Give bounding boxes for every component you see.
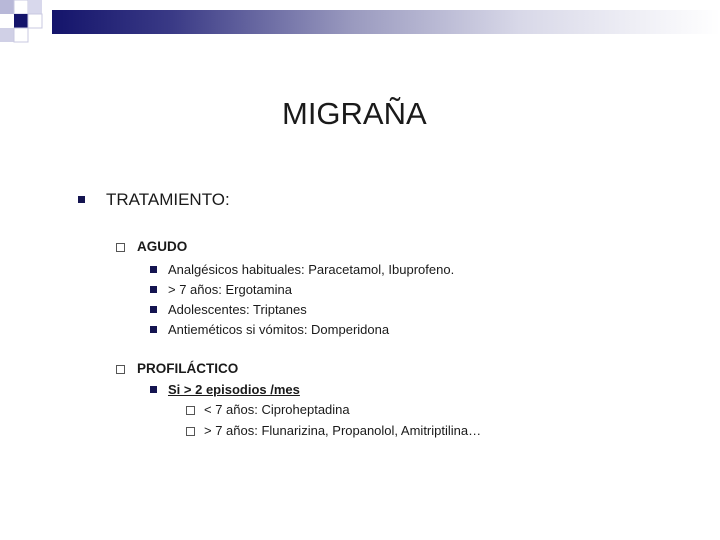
sub-list-item-label: < 7 años: Ciproheptadina (204, 402, 350, 417)
hollow-square-icon (186, 406, 195, 415)
bullet-square-icon (150, 326, 157, 333)
bullet-square-icon (78, 196, 85, 203)
list-item-label: Analgésicos habituales: Paracetamol, Ibuprofeno. (168, 262, 455, 277)
main-point-label: TRATAMIENTO: (106, 190, 230, 209)
slide-title: MIGRAÑA (282, 96, 427, 131)
list-item-label: Antieméticos si vómitos: Domperidona (168, 322, 390, 337)
hollow-square-icon (116, 243, 125, 252)
list-item-label: Adolescentes: Triptanes (168, 302, 307, 317)
hollow-square-icon (186, 427, 195, 436)
header-gradient-bar (52, 10, 720, 34)
bullet-square-icon (150, 286, 157, 293)
section-heading-label: PROFILÁCTICO (137, 361, 239, 376)
corner-decoration (0, 0, 60, 50)
section-heading-label: AGUDO (137, 239, 188, 254)
bullet-square-icon (150, 386, 157, 393)
bullet-square-icon (150, 266, 157, 273)
bullet-square-icon (150, 306, 157, 313)
sub-list-item-label: > 7 años: Flunarizina, Propanolol, Amitriptilina… (204, 423, 482, 438)
hollow-square-icon (116, 365, 125, 374)
list-item-label: > 7 años: Ergotamina (168, 282, 292, 297)
list-item-label: Si > 2 episodios /mes (168, 382, 300, 397)
